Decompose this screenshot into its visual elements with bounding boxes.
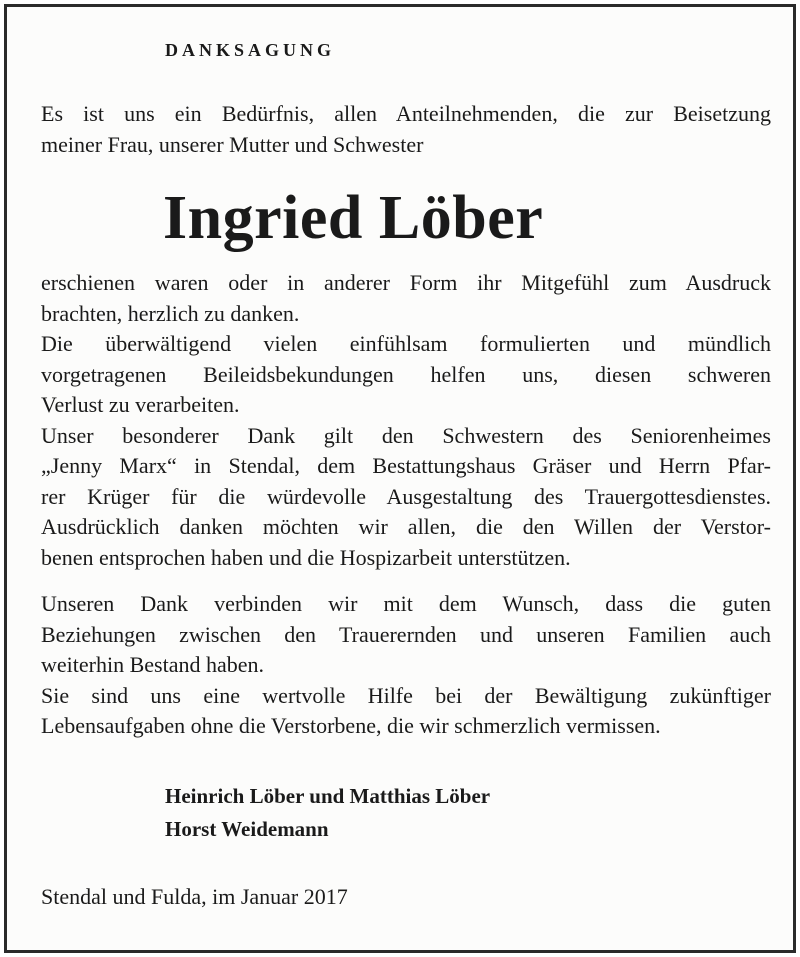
text-line: brachten, herzlich zu danken. [41,300,300,326]
text-line: Unser besonderer Dank gilt den Schwestern des Seniorenheimes [41,422,771,448]
text-line: Die überwältigend vielen einfühlsam formulierten und mündlich [41,331,771,356]
text-line: benen entsprochen haben und die Hospizarbeit unterstützen. [41,544,571,570]
text-line: Beziehungen zwischen den Trauerernden und unseren Familien auch [41,621,771,647]
text-line: Ausdrücklich danken möchten wir allen, die den Willen der Verstor- [41,514,771,539]
text-line: Lebensaufgaben ohne die Verstorbene, die wir schmerzlich vermissen. [41,713,661,738]
text-line: Es ist uns ein Bedürfnis, allen Anteilnehmenden, die zur Beisetzung [41,101,771,126]
intro-paragraph [41,99,771,160]
text-line: Unseren Dank verbinden wir mit dem Wunsch, dass die guten [41,591,771,616]
text-line: Sie sind uns eine wertvolle Hilfe bei der Bewältigung zukünftiger [41,682,771,708]
signer-line: Heinrich Löber und Matthias Löber [165,783,491,808]
text-line: meiner Frau, unserer Mutter und Schwester [41,131,424,157]
notice-frame [4,4,796,953]
text-line: „Jenny Marx“ in Stendal, dem Bestattungshaus Gräser und Herrn Pfar- [41,453,771,478]
place-date: Stendal und Fulda, im Januar 2017 [41,883,348,909]
obituary-notice [41,37,771,912]
notice-heading: DANKSAGUNG [165,40,336,60]
text-line: rer Krüger für die würdevolle Ausgestaltung des Trauergottesdienstes. [41,483,771,509]
signer-line: Horst Weidemann [165,816,329,841]
closing-paragraph [41,589,771,742]
text-line: vorgetragenen Beileidsbekundungen helfen uns, diesen schweren [41,361,771,387]
body-paragraph [41,268,771,573]
signers [165,780,771,846]
text-line: erschienen waren oder in anderer Form ihr Mitgefühl zum Ausdruck [41,270,771,295]
deceased-name: Ingried Löber [163,184,544,252]
text-line: weiterhin Bestand haben. [41,652,264,677]
text-line: Verlust zu verarbeiten. [41,392,240,417]
